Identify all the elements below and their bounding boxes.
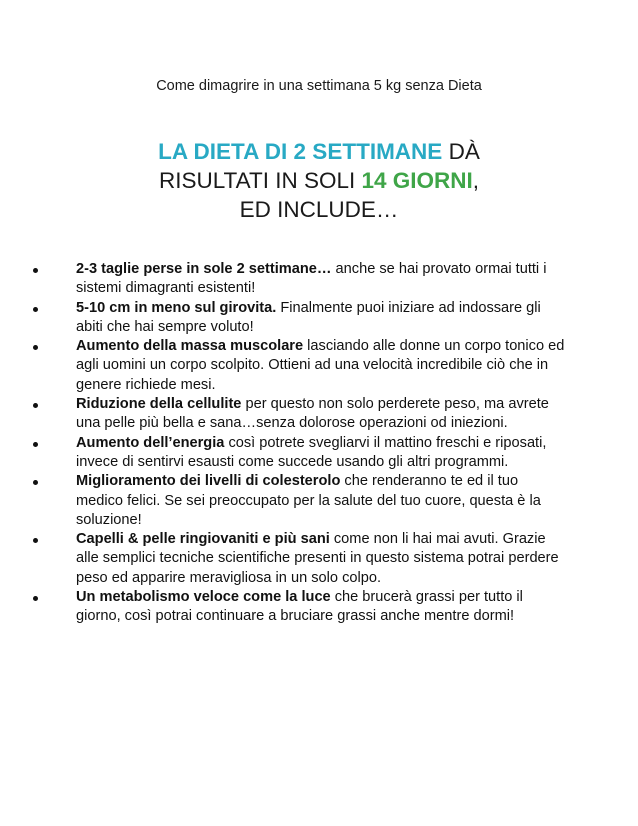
list-item <box>0 337 638 395</box>
bullet-text: che renderanno te ed il tuo medico felici. Se sei preoccupato per la salute del tuo cuore, questa è la soluzione! <box>76 473 541 528</box>
list-item <box>0 434 638 473</box>
list-item <box>0 395 638 434</box>
bullet-icon <box>33 307 38 312</box>
list-item <box>0 260 638 299</box>
bullet-text: per questo non solo perderete peso, ma avrete una pelle più bella e sana…senza dolorose operazioni od iniezioni. <box>76 396 549 432</box>
bullet-text: così potrete svegliarvi il mattino freschi e riposati, invece di sentirvi esausti come succede usando gli altri programmi. <box>76 434 547 470</box>
bullet-icon <box>33 345 38 350</box>
bullet-icon <box>33 538 38 543</box>
list-item <box>0 299 638 338</box>
bullet-icon <box>33 480 38 485</box>
list-item <box>0 530 638 588</box>
bullet-text: Finalmente puoi iniziare ad indossare gli abiti che hai sempre voluto! <box>76 299 541 335</box>
bullet-bold-text: 2-3 taglie perse in sole 2 settimane… <box>76 261 332 277</box>
bullet-icon <box>33 442 38 447</box>
bullet-icon <box>33 596 38 601</box>
bullet-bold-text: Riduzione della cellulite <box>76 396 242 413</box>
bullet-bold-text: Miglioramento dei livelli di colesterolo <box>76 473 341 490</box>
bullet-icon <box>33 268 38 273</box>
bullet-icon <box>33 403 38 408</box>
page-title: Come dimagrire in una settimana 5 kg senza Dieta <box>156 78 482 94</box>
bullet-text: lasciando alle donne un corpo tonico ed agli uomini un corpo scolpito. Ottieni ad una velocità incredibile ciò che in genere richiede mesi. <box>76 338 565 393</box>
bullet-bold-text: 5-10 cm in meno sul girovita. <box>76 299 277 316</box>
benefits-list <box>0 260 638 627</box>
headline-diet-name: LA DIETA DI 2 SETTIMANE <box>158 139 443 164</box>
headline <box>95 137 543 224</box>
list-item <box>0 472 638 530</box>
bullet-bold-text: Aumento della massa muscolare <box>76 338 304 355</box>
headline-days: 14 GIORNI <box>361 168 473 193</box>
headline-text-includes: ED INCLUDE… <box>239 197 399 222</box>
headline-comma: , <box>472 168 480 193</box>
headline-text-da: DÀ <box>442 139 480 164</box>
bullet-text: che brucerà grassi per tutto il giorno, così potrai continuare a bruciare grassi anche mentre dormi! <box>76 589 523 625</box>
list-item <box>0 588 638 627</box>
headline-text-results: RISULTATI IN SOLI <box>158 168 362 193</box>
bullet-text: come non li hai mai avuti. Grazie alle semplici tecniche scientifiche presenti in questo sistema potrai perdere peso ed apparire meravigliosa in un solo colpo. <box>76 531 559 586</box>
bullet-text: anche se hai provato ormai tutti i sistemi dimagranti esistenti! <box>76 261 547 297</box>
bullet-bold-text: Un metabolismo veloce come la luce <box>76 589 331 606</box>
bullet-bold-text: Capelli & pelle ringiovaniti e più sani <box>76 531 330 548</box>
bullet-bold-text: Aumento dell’energia <box>76 434 225 451</box>
